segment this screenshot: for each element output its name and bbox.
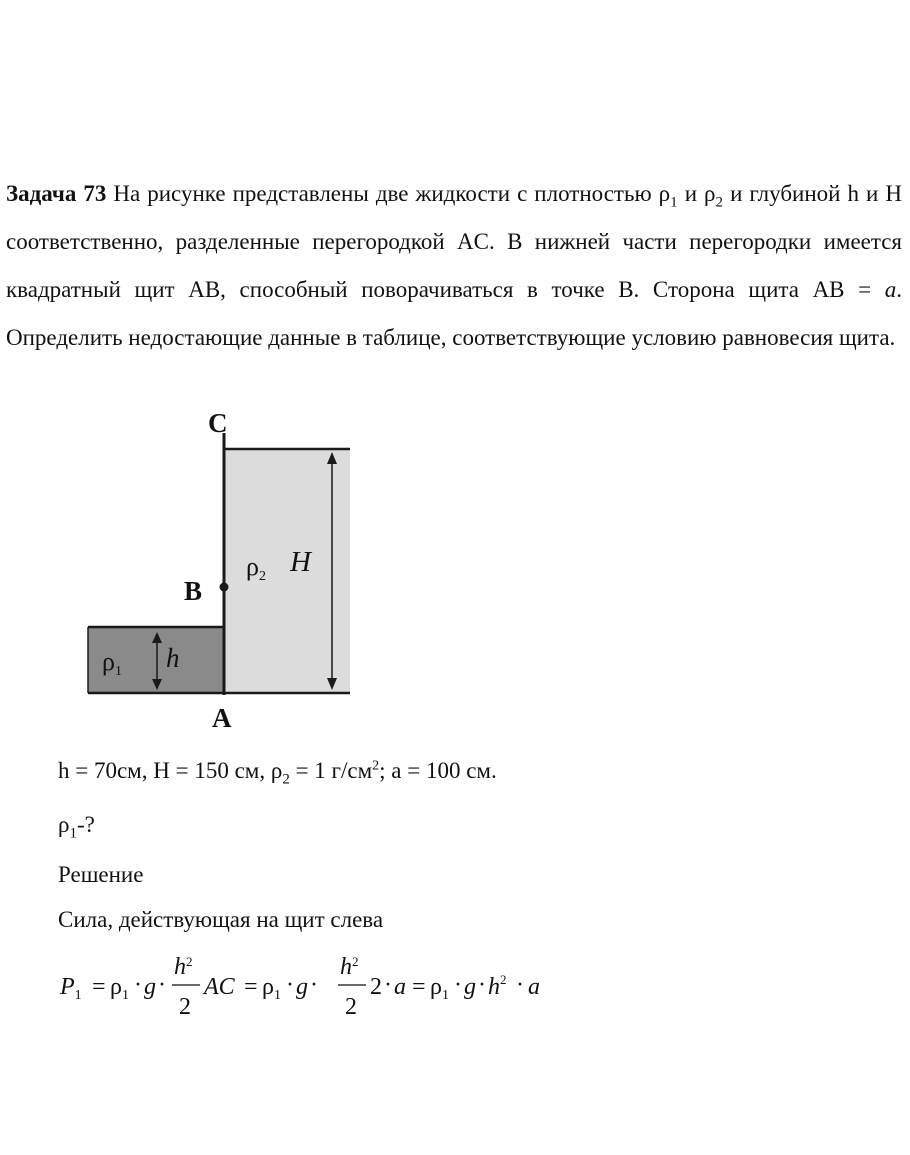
solution-heading: Решение [58, 862, 144, 887]
formula-dot-8: · [516, 972, 524, 998]
rho-sub-2: 2 [715, 194, 724, 211]
given-data [58, 758, 497, 788]
hinge-point-b [220, 583, 229, 592]
formula-ac: AC [204, 974, 235, 1000]
formula-eq-2: = [244, 974, 258, 1000]
formula-frac1-den: 2 [179, 994, 191, 1020]
formula-dot-5: · [384, 972, 392, 998]
find-line [58, 812, 95, 842]
formula-dot-3: · [286, 972, 294, 998]
force-description: Сила, действующая на щит слева [58, 907, 384, 932]
formula-g-1: g [144, 974, 156, 1000]
formula-dot-4: · [310, 972, 318, 998]
problem-text-1: На рисунке представлены две жидкости с плотностью ρ [106, 181, 671, 206]
formula-rho-3: $\rho_1$ [430, 974, 449, 1003]
formula-eq-3: = [412, 974, 426, 1000]
formula-frac2-den: 2 [345, 994, 357, 1020]
given-unit-sup: 2 [372, 758, 380, 774]
problem-figure [60, 405, 370, 735]
formula-a-2: a [528, 974, 540, 1000]
formula-dot-1: · [134, 972, 142, 998]
problem-statement [6, 170, 902, 362]
formula-dot-7: · [478, 972, 486, 998]
problem-text-4: . Определить недостающие данные в таблице, соответствующие условию равновесия щита. [6, 277, 902, 350]
formula-dot-6: · [454, 972, 462, 998]
find-rho: ρ [58, 812, 70, 837]
label-a: A [212, 703, 232, 733]
formula-eq-1: = [92, 974, 106, 1000]
formula-rho-2: $\rho_1$ [262, 974, 281, 1003]
formula-frac2-num: $h^2$ [340, 954, 359, 980]
find-rest: -? [76, 812, 95, 837]
formula-frac1-num: $h^2$ [174, 954, 193, 980]
problem-text-2: и ρ [677, 181, 716, 206]
problem-label: Задача 73 [6, 181, 107, 206]
given-text-3: ; a = 100 см. [379, 758, 497, 783]
formula-h-sq: $h^2$ [488, 972, 507, 1000]
find-rho-sub: 1 [69, 825, 77, 842]
rho-1-label: ρ1 [102, 647, 122, 679]
formula-a-1: a [394, 974, 406, 1000]
side-a-symbol: a [884, 277, 897, 302]
rho-sub-1: 1 [670, 194, 678, 211]
given-text-1: h = 70см, H = 150 см, ρ [58, 758, 283, 783]
formula [58, 952, 578, 1032]
h-label: h [166, 643, 180, 673]
H-label: H [290, 546, 311, 578]
rho-2-label: ρ2 [246, 552, 266, 584]
label-c: C [208, 408, 228, 438]
given-rho-sub: 2 [282, 771, 290, 788]
formula-two: 2 [370, 974, 382, 1000]
formula-p: $P_1$ [60, 974, 82, 1003]
formula-g-2: g [296, 974, 308, 1000]
given-text-2: = 1 г/см [289, 758, 373, 783]
formula-rho-1: $\rho_1$ [110, 974, 129, 1003]
formula-g-3: g [464, 974, 476, 1000]
problem-text-3: и глубиной h и H соответственно, разделенные перегородкой AC. В нижней части перегородки имеется квадратный щит AB, способный поворачиваться в точке B. Сторона щита AB = [6, 181, 902, 302]
label-b: B [184, 576, 203, 606]
liquid-2-region [224, 449, 350, 693]
formula-dot-2: · [158, 972, 166, 998]
